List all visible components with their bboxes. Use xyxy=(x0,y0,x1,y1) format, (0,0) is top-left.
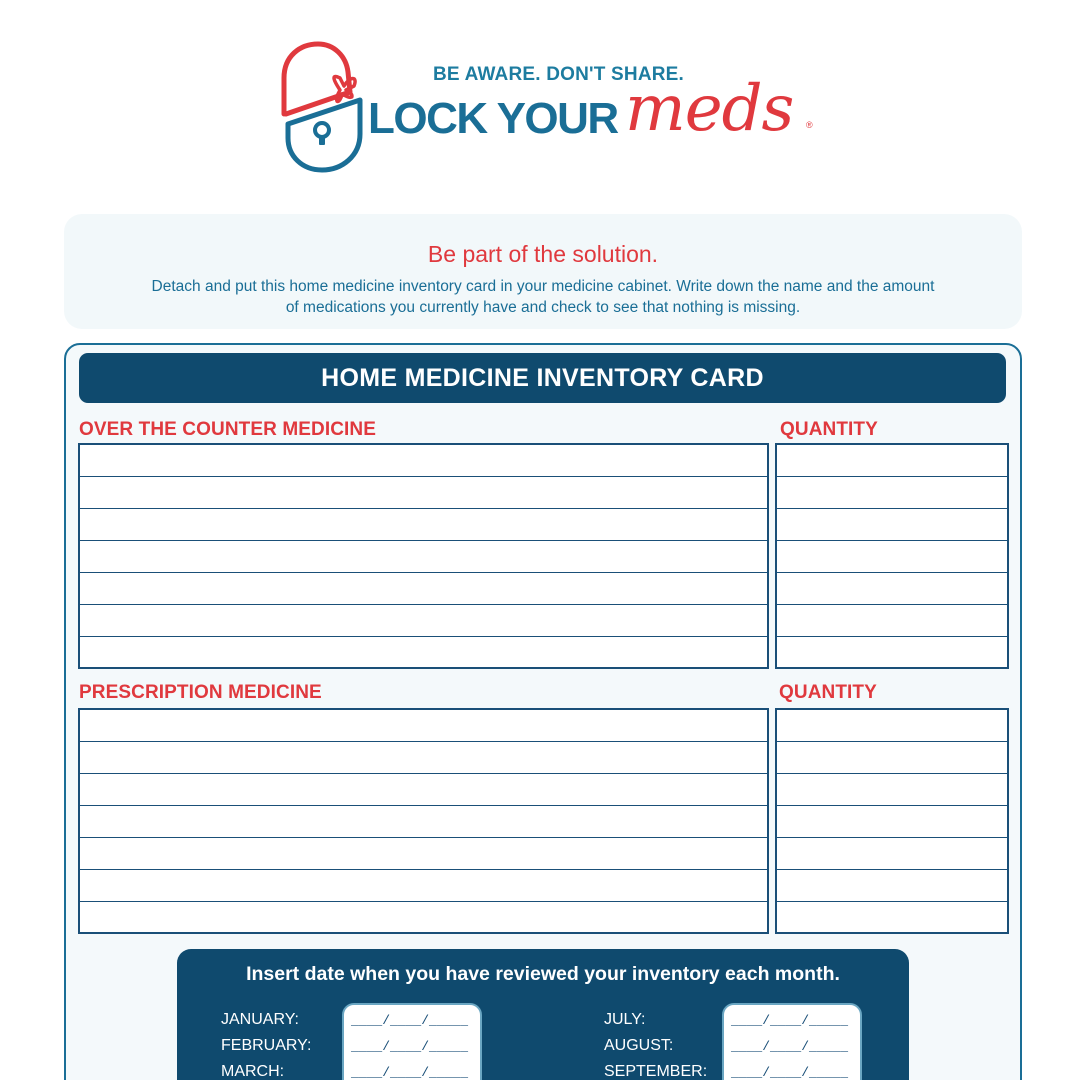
intro-body: Detach and put this home medicine inventory card in your medicine cabinet. Write down the name and the amount of medications you currently have and check to see that nothing is missing. xyxy=(151,278,935,316)
otc-quantity-row[interactable] xyxy=(777,541,1007,573)
rx-quantity-list xyxy=(775,708,1009,934)
monthly-review-box xyxy=(177,949,909,1080)
date-field-february[interactable]: ____/____/_____ xyxy=(351,1039,469,1054)
otc-medicine-row[interactable] xyxy=(80,541,767,573)
month-label-september: SEPTEMBER: xyxy=(604,1063,708,1080)
otc-quantity-row[interactable] xyxy=(777,445,1007,477)
otc-quantity-row[interactable] xyxy=(777,509,1007,541)
review-heading: Insert date when you have reviewed your inventory each month. xyxy=(246,963,840,985)
rx-label: PRESCRIPTION MEDICINE xyxy=(79,682,322,703)
card-title-bar xyxy=(79,353,1006,403)
date-field-august[interactable]: ____/____/_____ xyxy=(731,1039,849,1054)
month-label-march: MARCH: xyxy=(221,1063,285,1080)
intro-heading: Be part of the solution. xyxy=(427,241,659,267)
otc-medicine-row[interactable] xyxy=(80,477,767,509)
logo-brand-main: LOCK YOUR xyxy=(368,94,618,143)
card-title: HOME MEDICINE INVENTORY CARD xyxy=(321,363,764,392)
rx-quantity-row[interactable] xyxy=(777,742,1007,774)
otc-medicine-row[interactable] xyxy=(80,637,767,669)
intro-panel xyxy=(64,214,1022,329)
month-label-february: FEBRUARY: xyxy=(221,1037,312,1054)
rx-medicine-row[interactable] xyxy=(80,774,767,806)
date-field-january[interactable]: ____/____/_____ xyxy=(351,1013,469,1028)
rx-medicine-row[interactable] xyxy=(80,870,767,902)
otc-quantity-row[interactable] xyxy=(777,573,1007,605)
otc-quantity-row[interactable] xyxy=(777,605,1007,637)
otc-medicine-row[interactable] xyxy=(80,509,767,541)
rx-medicine-row[interactable] xyxy=(80,742,767,774)
rx-quantity-row[interactable] xyxy=(777,838,1007,870)
padlock-capsule-icon xyxy=(270,38,380,178)
otc-label: OVER THE COUNTER MEDICINE xyxy=(79,419,377,440)
otc-medicine-row[interactable] xyxy=(80,445,767,477)
otc-medicine-row[interactable] xyxy=(80,605,767,637)
rx-quantity-row[interactable] xyxy=(777,902,1007,934)
rx-quantity-row[interactable] xyxy=(777,806,1007,838)
rx-medicine-row[interactable] xyxy=(80,710,767,742)
logo-tagline: BE AWARE. DON'T SHARE. xyxy=(433,64,685,85)
otc-quantity-row[interactable] xyxy=(777,637,1007,669)
rx-medicine-list xyxy=(78,708,769,934)
otc-medicine-row[interactable] xyxy=(80,573,767,605)
rx-quantity-label: QUANTITY xyxy=(779,682,877,703)
right-date-box xyxy=(722,1003,862,1080)
rx-medicine-row[interactable] xyxy=(80,838,767,870)
rx-quantity-row[interactable] xyxy=(777,710,1007,742)
left-date-box xyxy=(342,1003,482,1080)
date-field-september[interactable]: ____/____/_____ xyxy=(731,1065,849,1080)
rx-medicine-row[interactable] xyxy=(80,806,767,838)
rx-medicine-row[interactable] xyxy=(80,902,767,934)
otc-quantity-row[interactable] xyxy=(777,477,1007,509)
month-label-august: AUGUST: xyxy=(604,1037,674,1054)
otc-medicine-list xyxy=(78,443,769,669)
rx-quantity-row[interactable] xyxy=(777,870,1007,902)
logo-brand-script: meds xyxy=(625,72,794,146)
month-label-july: JULY: xyxy=(604,1011,646,1028)
otc-quantity-label: QUANTITY xyxy=(780,419,878,440)
rx-quantity-row[interactable] xyxy=(777,774,1007,806)
date-field-march[interactable]: ____/____/_____ xyxy=(351,1065,469,1080)
otc-quantity-list xyxy=(775,443,1009,669)
registered-mark: ® xyxy=(806,120,813,130)
month-label-january: JANUARY: xyxy=(221,1011,299,1028)
date-field-july[interactable]: ____/____/_____ xyxy=(731,1013,849,1028)
lock-your-meds-logo xyxy=(270,38,830,178)
